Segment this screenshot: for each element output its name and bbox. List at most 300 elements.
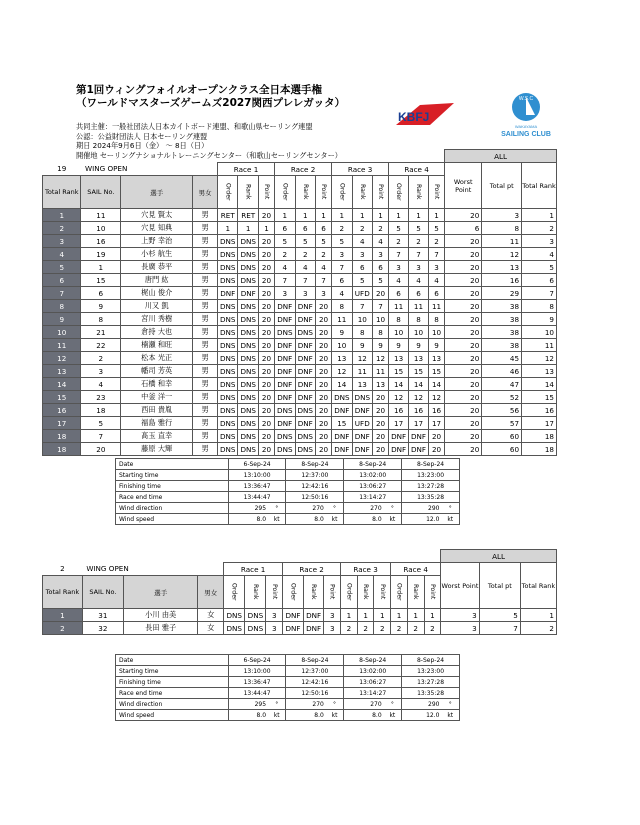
men-race-cell-cell: 20 <box>373 391 389 404</box>
men-race-cell-cell: 20 <box>315 352 331 365</box>
men-total-rank-cell: 7 <box>522 287 557 300</box>
men-summary-value: 13:10:00 <box>228 470 286 481</box>
men-race-cell-cell: DNF <box>295 300 315 313</box>
men-summary-label: Starting time <box>116 470 229 481</box>
men-race-cell-cell: 17 <box>409 417 429 430</box>
men-summary-unit: kt <box>384 514 402 525</box>
men-table-row <box>43 404 557 417</box>
men-race-cell-cell: 17 <box>428 417 444 430</box>
men-rank-cell: 12 <box>43 352 81 365</box>
men-gender-cell: 男 <box>193 417 218 430</box>
men-player-name-cell: 宮川 秀樹 <box>121 313 193 326</box>
men-worst-point-cell: 20 <box>445 248 482 261</box>
men-race-cell-cell: 4 <box>352 235 372 248</box>
men-race-cell-cell: DNF <box>389 443 409 456</box>
men-total-pt-cell: 57 <box>482 417 522 430</box>
women-race-cell-cell: 2 <box>341 622 358 635</box>
men-rank-cell: 18 <box>43 443 81 456</box>
men-table-row <box>43 287 557 300</box>
men-sail-no-cell: 16 <box>81 235 121 248</box>
men-race-summary-table <box>115 458 460 525</box>
women-summary-value: 8-Sep-24 <box>402 655 460 666</box>
men-race-cell-cell: DNS <box>295 404 315 417</box>
men-race-cell-cell: 20 <box>258 391 274 404</box>
men-race-cell-cell: 1 <box>428 209 444 222</box>
men-total-rank-cell: 18 <box>522 430 557 443</box>
men-total-rank-cell: 9 <box>522 313 557 326</box>
men-summary-value: 13:23:00 <box>402 470 460 481</box>
men-race-cell-cell: 6 <box>409 287 429 300</box>
women-race3-header: Race 3 <box>341 563 391 576</box>
men-sail-no-cell: 5 <box>81 417 121 430</box>
women-summary-row-wspd <box>116 710 460 721</box>
men-race-cell-cell: 12 <box>409 391 429 404</box>
men-race-cell-cell: DNF <box>352 404 372 417</box>
men-race-cell-cell: DNS <box>238 378 258 391</box>
men-race-cell-cell: 12 <box>352 352 372 365</box>
men-player-name-cell: 長廣 恭平 <box>121 261 193 274</box>
organizer-text: 共同主催：一般社団法人日本カイトボード連盟、和歌山県セーリング連盟 <box>76 122 313 131</box>
women-summary-value: 13:36:47 <box>228 677 286 688</box>
women-summary-row-start <box>116 666 460 677</box>
men-summary-value: 295 <box>228 503 268 514</box>
men-race-cell-cell: 6 <box>389 287 409 300</box>
men-worst-point-cell: 20 <box>445 430 482 443</box>
women-summary-unit: kt <box>268 710 286 721</box>
women-race-cell-cell: DNS <box>224 622 245 635</box>
women-race3-order-header: Order <box>341 576 358 609</box>
women-summary-value: 8-Sep-24 <box>286 655 344 666</box>
club-logo-sub-text: WAKAYAMA <box>514 124 538 129</box>
men-race-cell-cell: DNS <box>218 261 238 274</box>
men-summary-value: 13:14:27 <box>344 492 402 503</box>
men-rank-cell: 7 <box>43 287 81 300</box>
men-race-cell-cell: 3 <box>428 261 444 274</box>
women-total-rank-cell: 2 <box>520 622 556 635</box>
men-race-cell-cell: 2 <box>389 235 409 248</box>
men-player-name-cell: 穴見 賢太 <box>121 209 193 222</box>
men-summary-value: 12:37:00 <box>286 470 344 481</box>
men-gender-cell: 男 <box>193 378 218 391</box>
women-all-header: ALL <box>441 550 557 563</box>
women-race-cell-cell: 3 <box>266 609 283 622</box>
men-total-rank-cell: 10 <box>522 326 557 339</box>
men-summary-value: 8-Sep-24 <box>402 459 460 470</box>
men-total-pt-cell: 8 <box>482 222 522 235</box>
men-race1-point-header: Point <box>258 176 274 209</box>
men-sail-no-cell: 6 <box>81 287 121 300</box>
men-race-cell-cell: 20 <box>315 313 331 326</box>
men-race-cell-cell: 13 <box>428 352 444 365</box>
men-total-pt-cell: 60 <box>482 443 522 456</box>
women-race-cell-cell: 3 <box>266 622 283 635</box>
men-race-cell-cell: 20 <box>315 378 331 391</box>
men-race-cell-cell: 6 <box>352 261 372 274</box>
men-race-cell-cell: 10 <box>332 339 352 352</box>
men-race-cell-cell: 8 <box>428 313 444 326</box>
men-race-cell-cell: DNF <box>389 430 409 443</box>
men-rank-cell: 5 <box>43 261 81 274</box>
men-total-pt-cell: 52 <box>482 391 522 404</box>
men-race-cell-cell: 15 <box>409 365 429 378</box>
men-race-cell-cell: 8 <box>352 326 372 339</box>
men-race-cell-cell: 7 <box>428 248 444 261</box>
men-race-cell-cell: 2 <box>428 235 444 248</box>
women-worst-point-cell: 3 <box>441 609 480 622</box>
men-race-cell-cell: 9 <box>352 339 372 352</box>
men-race-cell-cell: DNS <box>238 274 258 287</box>
men-race-cell-cell: 20 <box>428 430 444 443</box>
men-total-rank-cell: 15 <box>522 391 557 404</box>
period-text: 期日 2024年9月6日（金） ～ 8日（日） <box>76 141 209 151</box>
men-race-cell-cell: DNS <box>218 326 238 339</box>
men-race-cell-cell: 15 <box>389 365 409 378</box>
men-total-pt-cell: 60 <box>482 430 522 443</box>
men-total-rank-cell: 2 <box>522 222 557 235</box>
men-race-cell-cell: 2 <box>295 248 315 261</box>
sailing-club-logo <box>495 89 557 143</box>
men-sail-no-cell: 18 <box>81 404 121 417</box>
men-title-row <box>43 163 557 176</box>
men-total-rank-cell: 8 <box>522 300 557 313</box>
women-summary-label: Wind direction <box>116 699 229 710</box>
men-race-cell-cell: 3 <box>275 287 295 300</box>
men-race-cell-cell: 11 <box>409 300 429 313</box>
men-player-name-cell: 福島 雅行 <box>121 417 193 430</box>
women-summary-value: 295 <box>228 699 268 710</box>
women-race-summary-table <box>115 654 460 721</box>
men-sail-no-cell: 11 <box>81 209 121 222</box>
men-worst-point-cell: 20 <box>445 235 482 248</box>
men-rank-cell: 10 <box>43 326 81 339</box>
men-race1-rank-header: Rank <box>238 176 258 209</box>
men-race-cell-cell: DNS <box>218 443 238 456</box>
women-race-cell-cell: 1 <box>357 609 374 622</box>
men-sail-no-cell: 20 <box>81 443 121 456</box>
men-race-cell-cell: 5 <box>409 222 429 235</box>
men-race-cell-cell: 20 <box>258 235 274 248</box>
men-player-name-cell: 藤原 大輝 <box>121 443 193 456</box>
men-summary-value: 13:06:27 <box>344 481 402 492</box>
women-race-cell-cell: DNS <box>245 622 266 635</box>
men-race-cell-cell: 8 <box>332 300 352 313</box>
women-summary-value: 270 <box>286 699 326 710</box>
men-race-cell-cell: 14 <box>389 378 409 391</box>
document-title <box>76 84 345 110</box>
women-summary-value: 290 <box>402 699 442 710</box>
women-race-cell-cell: 1 <box>407 609 424 622</box>
women-race4-order-header: Order <box>391 576 408 609</box>
men-player-name-cell: 倉持 大也 <box>121 326 193 339</box>
men-race-cell-cell: DNF <box>218 287 238 300</box>
men-race-cell-cell: UFD <box>352 287 372 300</box>
women-race-cell-cell: 1 <box>341 609 358 622</box>
women-total-pt-cell: 5 <box>479 609 520 622</box>
men-race2-order-header: Order <box>275 176 295 209</box>
men-race-cell-cell: 1 <box>332 209 352 222</box>
men-race-cell-cell: 20 <box>258 274 274 287</box>
women-summary-value: 6-Sep-24 <box>228 655 286 666</box>
men-player-name-cell: 中釜 洋一 <box>121 391 193 404</box>
men-sail-no-cell: 7 <box>81 430 121 443</box>
men-race-cell-cell: 9 <box>332 326 352 339</box>
men-race-cell-cell: 3 <box>389 261 409 274</box>
men-race-cell-cell: 20 <box>373 417 389 430</box>
men-race-cell-cell: DNS <box>238 443 258 456</box>
men-total-pt-cell: 47 <box>482 378 522 391</box>
men-gender-cell: 男 <box>193 430 218 443</box>
women-race3-rank-header: Rank <box>357 576 374 609</box>
men-table-row <box>43 235 557 248</box>
men-race-cell-cell: 10 <box>409 326 429 339</box>
men-gender-cell: 男 <box>193 209 218 222</box>
men-race-cell-cell: 13 <box>409 352 429 365</box>
men-race-cell-cell: 7 <box>352 300 372 313</box>
men-gender-cell: 男 <box>193 352 218 365</box>
men-race-cell-cell: 7 <box>332 261 352 274</box>
men-table-row <box>43 326 557 339</box>
men-rank-cell: 17 <box>43 417 81 430</box>
men-race2-header: Race 2 <box>275 163 332 176</box>
men-worst-point-cell: 20 <box>445 287 482 300</box>
women-summary-row-wdir <box>116 699 460 710</box>
men-race-cell-cell: 5 <box>315 235 331 248</box>
women-summary-value: 13:10:00 <box>228 666 286 677</box>
men-race-cell-cell: 1 <box>218 222 238 235</box>
men-race-cell-cell: 1 <box>238 222 258 235</box>
men-summary-value: 13:44:47 <box>228 492 286 503</box>
men-race-cell-cell: DNF <box>409 443 429 456</box>
men-count: 19 <box>57 164 67 174</box>
men-player-name-cell: 楠瀬 和旺 <box>121 339 193 352</box>
men-worst-point-cell: 20 <box>445 261 482 274</box>
women-race2-order-header: Order <box>283 576 304 609</box>
women-summary-unit: kt <box>441 710 459 721</box>
men-race-cell-cell: DNF <box>352 430 372 443</box>
men-race-cell-cell: 20 <box>428 443 444 456</box>
men-race-cell-cell: 4 <box>409 274 429 287</box>
men-rank-cell: 8 <box>43 300 81 313</box>
women-race-cell-cell: 2 <box>424 622 441 635</box>
men-sail-no-cell: 19 <box>81 248 121 261</box>
men-race-cell-cell: 20 <box>258 287 274 300</box>
kbfj-logo <box>390 99 460 131</box>
men-gender-header: 男女 <box>193 176 218 209</box>
men-summary-value: 13:02:00 <box>344 470 402 481</box>
women-race-cell-cell: 3 <box>324 609 341 622</box>
men-race-cell-cell: DNS <box>218 274 238 287</box>
men-player-name-cell: 石橋 和幸 <box>121 378 193 391</box>
women-summary-value: 12:37:00 <box>286 666 344 677</box>
men-race-cell-cell: DNS <box>218 430 238 443</box>
women-gender-header: 男女 <box>198 576 224 609</box>
men-race-cell-cell: DNF <box>295 313 315 326</box>
men-race-cell-cell: 5 <box>275 235 295 248</box>
men-race-cell-cell: DNS <box>275 404 295 417</box>
men-race-cell-cell: 6 <box>332 274 352 287</box>
women-race-cell-cell: DNF <box>303 609 324 622</box>
men-player-name-cell: 小杉 航生 <box>121 248 193 261</box>
women-total-rank-header-right: Total Rank <box>520 563 556 609</box>
men-table-row <box>43 209 557 222</box>
men-total-pt-cell: 38 <box>482 300 522 313</box>
men-sail-no-cell: 2 <box>81 352 121 365</box>
men-race-cell-cell: 10 <box>389 326 409 339</box>
men-summary-row-wdir <box>116 503 460 514</box>
men-total-rank-cell: 18 <box>522 443 557 456</box>
men-race-cell-cell: 4 <box>373 235 389 248</box>
men-race-cell-cell: 20 <box>258 313 274 326</box>
women-race4-rank-header: Rank <box>407 576 424 609</box>
men-race3-order-header: Order <box>332 176 352 209</box>
men-race-cell-cell: DNS <box>238 417 258 430</box>
women-worst-point-cell: 3 <box>441 622 480 635</box>
men-race-cell-cell: DNS <box>295 443 315 456</box>
men-race-cell-cell: 15 <box>428 365 444 378</box>
men-race-cell-cell: 7 <box>315 274 331 287</box>
men-race-cell-cell: 14 <box>428 378 444 391</box>
men-gender-cell: 男 <box>193 274 218 287</box>
women-race-cell-cell: DNS <box>224 609 245 622</box>
men-race-cell-cell: 11 <box>373 365 389 378</box>
men-race-cell-cell: 7 <box>389 248 409 261</box>
men-total-pt-cell: 46 <box>482 365 522 378</box>
women-race2-rank-header: Rank <box>303 576 324 609</box>
men-race-cell-cell: DNS <box>238 248 258 261</box>
men-race-cell-cell: 3 <box>373 248 389 261</box>
men-race-cell-cell: 20 <box>315 326 331 339</box>
men-race-cell-cell: 14 <box>332 378 352 391</box>
men-race-cell-cell: 20 <box>315 391 331 404</box>
men-summary-value: 13:35:28 <box>402 492 460 503</box>
men-race-cell-cell: 9 <box>409 339 429 352</box>
men-race-cell-cell: 7 <box>409 248 429 261</box>
men-summary-row-date <box>116 459 460 470</box>
men-race-cell-cell: DNS <box>238 352 258 365</box>
men-race-cell-cell: DNS <box>238 365 258 378</box>
women-summary-value: 12:42:16 <box>286 677 344 688</box>
men-rank-cell: 11 <box>43 339 81 352</box>
men-race-cell-cell: 3 <box>409 261 429 274</box>
men-player-name-cell: 唐門 紘 <box>121 274 193 287</box>
men-sail-no-cell: 1 <box>81 261 121 274</box>
men-race1-order-header: Order <box>218 176 238 209</box>
men-race-cell-cell: 13 <box>373 378 389 391</box>
women-race-cell-cell: 1 <box>424 609 441 622</box>
women-race-cell-cell: DNS <box>245 609 266 622</box>
women-summary-value: 8.0 <box>286 710 326 721</box>
men-race-cell-cell: DNS <box>238 339 258 352</box>
women-player-name-cell: 小川 由美 <box>123 609 198 622</box>
men-race-cell-cell: DNS <box>238 404 258 417</box>
men-race-cell-cell: 8 <box>373 326 389 339</box>
men-table-row <box>43 222 557 235</box>
women-summary-unit: kt <box>326 710 344 721</box>
men-gender-cell: 男 <box>193 287 218 300</box>
men-table-row <box>43 352 557 365</box>
men-race-cell-cell: 10 <box>352 313 372 326</box>
women-player-name-cell: 長田 雅子 <box>123 622 198 635</box>
men-race-cell-cell: DNS <box>238 326 258 339</box>
men-race-cell-cell: 20 <box>315 430 331 443</box>
men-race-cell-cell: 20 <box>315 300 331 313</box>
men-race-cell-cell: 4 <box>428 274 444 287</box>
men-worst-point-cell: 20 <box>445 378 482 391</box>
men-race-cell-cell: DNS <box>238 391 258 404</box>
men-results-table <box>42 149 557 456</box>
women-summary-label: Date <box>116 655 229 666</box>
men-race2-rank-header: Rank <box>295 176 315 209</box>
women-race-cell-cell: 2 <box>357 622 374 635</box>
men-race-cell-cell: 6 <box>428 287 444 300</box>
women-race-cell-cell: 3 <box>324 622 341 635</box>
men-race-cell-cell: DNS <box>218 352 238 365</box>
men-total-rank-cell: 1 <box>522 209 557 222</box>
women-summary-value: 12:50:16 <box>286 688 344 699</box>
men-race-cell-cell: RET <box>218 209 238 222</box>
men-worst-point-header: Worst Point <box>445 163 482 209</box>
men-gender-cell: 男 <box>193 365 218 378</box>
men-rank-cell: 6 <box>43 274 81 287</box>
men-race-cell-cell: 1 <box>275 209 295 222</box>
men-race-cell-cell: DNS <box>218 248 238 261</box>
men-race-cell-cell: DNF <box>275 313 295 326</box>
men-total-rank-cell: 16 <box>522 404 557 417</box>
women-count: 2 <box>60 564 65 574</box>
women-race-cell-cell: 2 <box>391 622 408 635</box>
men-race-cell-cell: DNF <box>275 300 295 313</box>
men-race-cell-cell: UFD <box>352 417 372 430</box>
men-race-cell-cell: 20 <box>373 443 389 456</box>
men-gender-cell: 男 <box>193 443 218 456</box>
men-total-pt-cell: 16 <box>482 274 522 287</box>
men-summary-value: 8.0 <box>286 514 326 525</box>
men-race-cell-cell: 8 <box>409 313 429 326</box>
men-summary-label: Date <box>116 459 229 470</box>
men-table-row <box>43 274 557 287</box>
women-summary-row-finish <box>116 677 460 688</box>
men-all-header: ALL <box>445 150 557 163</box>
men-player-name-cell: 上野 幸治 <box>121 235 193 248</box>
men-worst-point-cell: 20 <box>445 300 482 313</box>
men-race2-point-header: Point <box>315 176 331 209</box>
men-all-row <box>43 150 557 163</box>
men-race-cell-cell: DNF <box>295 365 315 378</box>
men-race-cell-cell: 1 <box>389 209 409 222</box>
men-race-cell-cell: 10 <box>373 313 389 326</box>
men-summary-unit: kt <box>326 514 344 525</box>
men-race-cell-cell: DNS <box>352 391 372 404</box>
men-race-cell-cell: 5 <box>389 222 409 235</box>
men-race-cell-cell: 6 <box>295 222 315 235</box>
women-race2-header: Race 2 <box>283 563 341 576</box>
men-race-cell-cell: 14 <box>409 378 429 391</box>
men-total-rank-cell: 14 <box>522 378 557 391</box>
women-race4-point-header: Point <box>424 576 441 609</box>
men-race4-header: Race 4 <box>389 163 445 176</box>
men-race-cell-cell: 7 <box>275 274 295 287</box>
women-race-cell-cell: DNF <box>283 622 304 635</box>
men-player-name-cell: 松本 光正 <box>121 352 193 365</box>
men-race-cell-cell: 20 <box>315 443 331 456</box>
men-race-cell-cell: DNF <box>238 287 258 300</box>
men-race-cell-cell: 20 <box>258 365 274 378</box>
men-race-cell-cell: 11 <box>332 313 352 326</box>
men-summary-row-finish <box>116 481 460 492</box>
men-rank-cell: 14 <box>43 378 81 391</box>
men-race-cell-cell: DNS <box>238 300 258 313</box>
women-race1-order-header: Order <box>224 576 245 609</box>
